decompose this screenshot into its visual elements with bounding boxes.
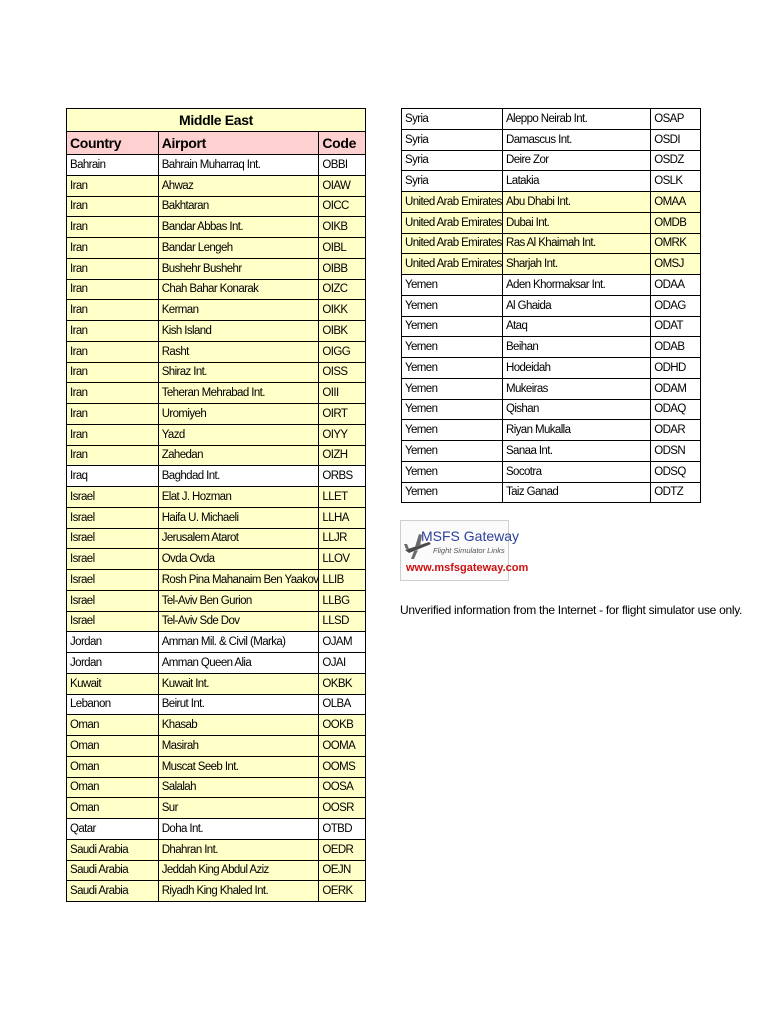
country-cell: Yemen: [402, 295, 503, 316]
table-row: [402, 378, 701, 399]
country-cell: Yemen: [402, 441, 503, 462]
airport-cell: Bandar Lengeh: [158, 238, 319, 259]
country-cell: Yemen: [402, 420, 503, 441]
table-row: [67, 694, 366, 715]
country-cell: Jordan: [67, 632, 159, 653]
airport-cell: Socotra: [502, 461, 650, 482]
table-row: [402, 150, 701, 171]
table-row: [402, 171, 701, 192]
country-cell: Iran: [67, 424, 159, 445]
code-cell: OKBK: [319, 673, 366, 694]
airport-cell: Kuwait Int.: [158, 673, 319, 694]
table-row: [402, 316, 701, 337]
airport-cell: Bakhtaran: [158, 196, 319, 217]
table-row: [67, 445, 366, 466]
country-cell: Oman: [67, 715, 159, 736]
country-cell: Israel: [67, 528, 159, 549]
code-cell: LLOV: [319, 549, 366, 570]
code-cell: OOMS: [319, 756, 366, 777]
code-cell: OBBI: [319, 155, 366, 176]
table-row: [67, 528, 366, 549]
code-cell: ODAB: [651, 337, 701, 358]
country-cell: Yemen: [402, 399, 503, 420]
code-cell: ODAQ: [651, 399, 701, 420]
airport-cell: Qishan: [502, 399, 650, 420]
country-cell: Oman: [67, 756, 159, 777]
column-header-country: Country: [67, 132, 159, 155]
country-cell: Israel: [67, 570, 159, 591]
table-row: [402, 482, 701, 503]
code-cell: OMAA: [651, 192, 701, 213]
country-cell: Israel: [67, 590, 159, 611]
country-cell: Yemen: [402, 316, 503, 337]
code-cell: OIKB: [319, 217, 366, 238]
table-row: [402, 275, 701, 296]
code-cell: OEJN: [319, 860, 366, 881]
airport-cell: Zahedan: [158, 445, 319, 466]
country-cell: Yemen: [402, 358, 503, 379]
airport-cell: Aleppo Neirab Int.: [502, 109, 650, 130]
country-cell: Oman: [67, 777, 159, 798]
logo-url[interactable]: www.msfsgateway.com: [406, 562, 529, 574]
code-cell: OOKB: [319, 715, 366, 736]
airport-cell: Uromiyeh: [158, 404, 319, 425]
code-cell: ODHD: [651, 358, 701, 379]
airport-cell: Shiraz Int.: [158, 362, 319, 383]
code-cell: OJAI: [319, 653, 366, 674]
code-cell: OOSR: [319, 798, 366, 819]
code-cell: ORBS: [319, 466, 366, 487]
airport-cell: Yazd: [158, 424, 319, 445]
airport-cell: Salalah: [158, 777, 319, 798]
table-row: [402, 129, 701, 150]
airport-cell: Amman Queen Alia: [158, 653, 319, 674]
country-cell: United Arab Emirates: [402, 212, 503, 233]
table-row: [67, 466, 366, 487]
table-row: [67, 155, 366, 176]
code-cell: ODSN: [651, 441, 701, 462]
code-cell: OIYY: [319, 424, 366, 445]
code-cell: OIZH: [319, 445, 366, 466]
airport-cell: Jeddah King Abdul Aziz: [158, 860, 319, 881]
table-row: [67, 404, 366, 425]
airport-cell: Riyadh King Khaled Int.: [158, 881, 319, 902]
country-cell: Iran: [67, 341, 159, 362]
table-row: [67, 819, 366, 840]
country-cell: Iran: [67, 300, 159, 321]
table-row: [67, 217, 366, 238]
airport-cell: Khasab: [158, 715, 319, 736]
code-cell: LLIB: [319, 570, 366, 591]
table-row: [67, 507, 366, 528]
country-cell: Yemen: [402, 482, 503, 503]
table-row: [67, 798, 366, 819]
code-cell: LLBG: [319, 590, 366, 611]
table-row: [67, 653, 366, 674]
airport-cell: Ataq: [502, 316, 650, 337]
table-row: [402, 192, 701, 213]
country-cell: Israel: [67, 549, 159, 570]
airport-cell: Beirut Int.: [158, 694, 319, 715]
airport-cell: Haifa U. Michaeli: [158, 507, 319, 528]
airport-cell: Al Ghaida: [502, 295, 650, 316]
msfs-gateway-logo[interactable]: [400, 520, 529, 581]
country-cell: United Arab Emirates: [402, 254, 503, 275]
airport-cell: Muscat Seeb Int.: [158, 756, 319, 777]
country-cell: Saudi Arabia: [67, 860, 159, 881]
airport-cell: Rosh Pina Mahanaim Ben Yaakov: [158, 570, 319, 591]
code-cell: OTBD: [319, 819, 366, 840]
code-cell: LLHA: [319, 507, 366, 528]
country-cell: Syria: [402, 109, 503, 130]
country-cell: Yemen: [402, 378, 503, 399]
table-row: [402, 420, 701, 441]
table-row: [67, 632, 366, 653]
code-cell: OSDZ: [651, 150, 701, 171]
airport-cell: Ras Al Khaimah Int.: [502, 233, 650, 254]
airport-cell: Kish Island: [158, 321, 319, 342]
country-cell: Oman: [67, 736, 159, 757]
column-header-code: Code: [319, 132, 366, 155]
table-row: [67, 487, 366, 508]
country-cell: Israel: [67, 611, 159, 632]
code-cell: OOMA: [319, 736, 366, 757]
code-cell: OMDB: [651, 212, 701, 233]
table-row: [67, 279, 366, 300]
code-cell: OSDI: [651, 129, 701, 150]
country-cell: Qatar: [67, 819, 159, 840]
table-row: [67, 258, 366, 279]
code-cell: OERK: [319, 881, 366, 902]
table-row: [67, 590, 366, 611]
country-cell: Iran: [67, 217, 159, 238]
code-cell: LLJR: [319, 528, 366, 549]
code-cell: ODSQ: [651, 461, 701, 482]
table-row: [67, 715, 366, 736]
country-cell: Syria: [402, 129, 503, 150]
country-cell: Yemen: [402, 461, 503, 482]
table-row: [67, 321, 366, 342]
airport-cell: Ahwaz: [158, 175, 319, 196]
country-cell: Syria: [402, 150, 503, 171]
country-cell: Saudi Arabia: [67, 881, 159, 902]
airport-cell: Kerman: [158, 300, 319, 321]
country-cell: Iran: [67, 196, 159, 217]
middle-east-airports-table: [66, 108, 366, 902]
airport-cell: Bandar Abbas Int.: [158, 217, 319, 238]
table-row: [402, 295, 701, 316]
airport-cell: Elat J. Hozman: [158, 487, 319, 508]
airport-cell: Dhahran Int.: [158, 839, 319, 860]
table-row: [67, 549, 366, 570]
code-cell: ODTZ: [651, 482, 701, 503]
code-cell: OIBK: [319, 321, 366, 342]
table-row: [67, 175, 366, 196]
country-cell: Iran: [67, 445, 159, 466]
logo-title: MSFS Gateway: [421, 528, 520, 544]
airport-cell: Masirah: [158, 736, 319, 757]
table-row: [402, 254, 701, 275]
airport-cell: Beihan: [502, 337, 650, 358]
code-cell: OSAP: [651, 109, 701, 130]
code-cell: LLET: [319, 487, 366, 508]
table-row: [67, 611, 366, 632]
country-cell: Saudi Arabia: [67, 839, 159, 860]
airport-cell: Abu Dhabi Int.: [502, 192, 650, 213]
airport-cell: Tel-Aviv Sde Dov: [158, 611, 319, 632]
disclaimer-text: Unverified information from the Internet - for flight simulator use only.: [400, 603, 743, 617]
airport-cell: Sanaa Int.: [502, 441, 650, 462]
code-cell: OIBL: [319, 238, 366, 259]
table-row: [67, 300, 366, 321]
airport-cell: Rasht: [158, 341, 319, 362]
table-row: [67, 881, 366, 902]
airport-cell: Aden Khormaksar Int.: [502, 275, 650, 296]
country-cell: Israel: [67, 507, 159, 528]
code-cell: OLBA: [319, 694, 366, 715]
country-cell: Iran: [67, 279, 159, 300]
code-cell: ODAM: [651, 378, 701, 399]
table-row: [67, 341, 366, 362]
table-row: [67, 196, 366, 217]
table-row: [402, 212, 701, 233]
airport-cell: Doha Int.: [158, 819, 319, 840]
country-cell: Iran: [67, 321, 159, 342]
table-row: [67, 777, 366, 798]
table-row: [67, 570, 366, 591]
code-cell: OEDR: [319, 839, 366, 860]
code-cell: ODAR: [651, 420, 701, 441]
airport-cell: Deire Zor: [502, 150, 650, 171]
code-cell: OOSA: [319, 777, 366, 798]
country-cell: United Arab Emirates: [402, 192, 503, 213]
code-cell: OIBB: [319, 258, 366, 279]
airport-cell: Hodeidah: [502, 358, 650, 379]
table-row: [402, 399, 701, 420]
airport-cell: Tel-Aviv Ben Gurion: [158, 590, 319, 611]
country-cell: Bahrain: [67, 155, 159, 176]
table-row: [402, 337, 701, 358]
country-cell: Jordan: [67, 653, 159, 674]
code-cell: OICC: [319, 196, 366, 217]
code-cell: ODAT: [651, 316, 701, 337]
airport-cell: Teheran Mehrabad Int.: [158, 383, 319, 404]
airport-cell: Riyan Mukalla: [502, 420, 650, 441]
airport-cell: Amman Mil. & Civil (Marka): [158, 632, 319, 653]
logo-subtitle: Flight Simulator Links: [433, 546, 505, 555]
code-cell: OMRK: [651, 233, 701, 254]
country-cell: Iran: [67, 258, 159, 279]
country-cell: Iran: [67, 238, 159, 259]
airport-cell: Taiz Ganad: [502, 482, 650, 503]
code-cell: OSLK: [651, 171, 701, 192]
code-cell: OISS: [319, 362, 366, 383]
country-cell: Iran: [67, 404, 159, 425]
table-row: [67, 673, 366, 694]
airport-cell: Latakia: [502, 171, 650, 192]
country-cell: Kuwait: [67, 673, 159, 694]
table-row: [67, 756, 366, 777]
code-cell: OIZC: [319, 279, 366, 300]
country-cell: Oman: [67, 798, 159, 819]
table-row: [402, 441, 701, 462]
code-cell: LLSD: [319, 611, 366, 632]
country-cell: Lebanon: [67, 694, 159, 715]
code-cell: OIRT: [319, 404, 366, 425]
country-cell: United Arab Emirates: [402, 233, 503, 254]
code-cell: ODAG: [651, 295, 701, 316]
table-row: [67, 860, 366, 881]
airport-cell: Dubai Int.: [502, 212, 650, 233]
airport-cell: Chah Bahar Konarak: [158, 279, 319, 300]
table-row: [402, 109, 701, 130]
airport-cell: Bahrain Muharraq Int.: [158, 155, 319, 176]
middle-east-airports-table-continued: [401, 108, 701, 503]
country-cell: Iran: [67, 175, 159, 196]
code-cell: ODAA: [651, 275, 701, 296]
country-cell: Syria: [402, 171, 503, 192]
table-title: Middle East: [67, 109, 366, 132]
airport-cell: Bushehr Bushehr: [158, 258, 319, 279]
code-cell: OJAM: [319, 632, 366, 653]
airport-cell: Jerusalem Atarot: [158, 528, 319, 549]
table-row: [402, 233, 701, 254]
code-cell: OIKK: [319, 300, 366, 321]
airport-cell: Mukeiras: [502, 378, 650, 399]
country-cell: Yemen: [402, 275, 503, 296]
code-cell: OMSJ: [651, 254, 701, 275]
code-cell: OIII: [319, 383, 366, 404]
table-row: [67, 362, 366, 383]
table-row: [402, 358, 701, 379]
country-cell: Iraq: [67, 466, 159, 487]
airport-cell: Sur: [158, 798, 319, 819]
table-row: [67, 424, 366, 445]
airport-cell: Baghdad Int.: [158, 466, 319, 487]
table-row: [67, 839, 366, 860]
table-row: [67, 383, 366, 404]
code-cell: OIAW: [319, 175, 366, 196]
country-cell: Yemen: [402, 337, 503, 358]
column-header-airport: Airport: [158, 132, 319, 155]
airport-cell: Damascus Int.: [502, 129, 650, 150]
country-cell: Iran: [67, 383, 159, 404]
code-cell: OIGG: [319, 341, 366, 362]
table-row: [402, 461, 701, 482]
table-row: [67, 238, 366, 259]
airport-cell: Sharjah Int.: [502, 254, 650, 275]
airport-cell: Ovda Ovda: [158, 549, 319, 570]
country-cell: Iran: [67, 362, 159, 383]
country-cell: Israel: [67, 487, 159, 508]
table-row: [67, 736, 366, 757]
